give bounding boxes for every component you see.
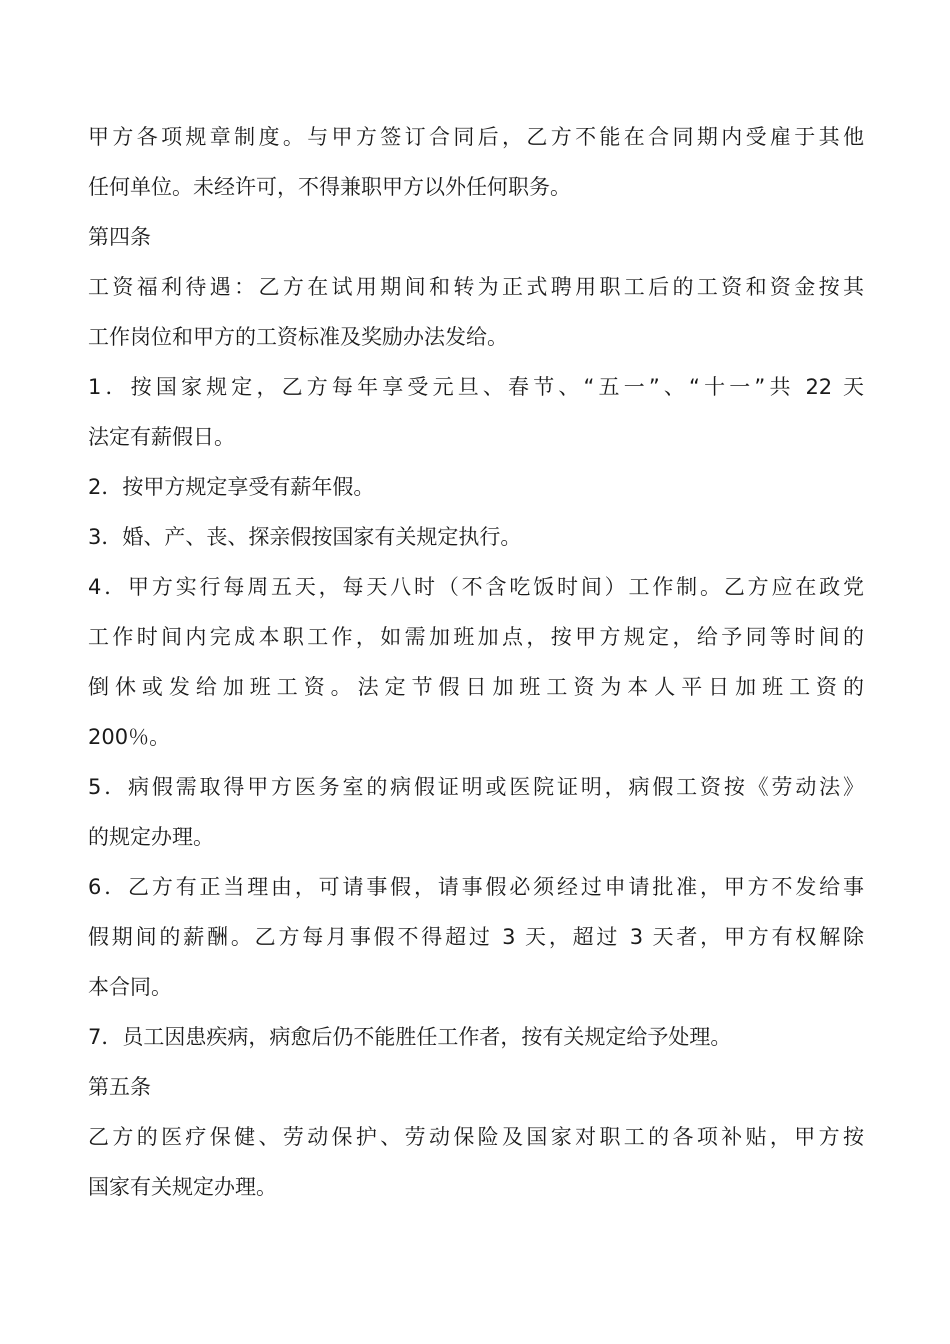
list-item-line: 1．按国家规定，乙方每年享受元旦、春节、“五一”、“十一”共 22 天 [88, 375, 864, 399]
list-item-line: 7．员工因患疾病，病愈后仍不能胜任工作者，按有关规定给予处理。 [88, 1025, 732, 1049]
list-item-line: 本合同。 [88, 975, 172, 999]
list-item-line: 的规定办理。 [88, 825, 214, 849]
paragraph-line: 乙方的医疗保健、劳动保护、劳动保险及国家对职工的各项补贴，甲方按 [88, 1125, 864, 1149]
article-heading: 第五条 [88, 1075, 151, 1099]
list-item-line: 法定有薪假日。 [88, 425, 235, 449]
document-page [88, 112, 864, 1212]
list-item-line: 5．病假需取得甲方医务室的病假证明或医院证明，病假工资按《劳动法》 [88, 775, 864, 799]
list-item-line: 假期间的薪酬。乙方每月事假不得超过 3 天，超过 3 天者，甲方有权解除 [88, 925, 864, 949]
list-item-line: 4．甲方实行每周五天，每天八时（不含吃饭时间）工作制。乙方应在政党 [88, 575, 864, 599]
paragraph-line: 工作岗位和甲方的工资标准及奖励办法发给。 [88, 325, 508, 349]
paragraph-line: 甲方各项规章制度。与甲方签订合同后，乙方不能在合同期内受雇于其他 [88, 125, 864, 149]
paragraph-line: 工资福利待遇：乙方在试用期间和转为正式聘用职工后的工资和资金按其 [88, 275, 864, 299]
list-item-line: 倒休或发给加班工资。法定节假日加班工资为本人平日加班工资的 [88, 675, 864, 699]
list-item-line: 3．婚、产、丧、探亲假按国家有关规定执行。 [88, 525, 522, 549]
article-heading: 第四条 [88, 225, 151, 249]
list-item-line: 工作时间内完成本职工作，如需加班加点，按甲方规定，给予同等时间的 [88, 625, 864, 649]
list-item-line: 200％。 [88, 725, 171, 749]
list-item-line: 6．乙方有正当理由，可请事假，请事假必须经过申请批准，甲方不发给事 [88, 875, 864, 899]
paragraph-line: 任何单位。未经许可，不得兼职甲方以外任何职务。 [88, 175, 571, 199]
paragraph-line: 国家有关规定办理。 [88, 1175, 277, 1199]
list-item-line: 2．按甲方规定享受有薪年假。 [88, 475, 375, 499]
